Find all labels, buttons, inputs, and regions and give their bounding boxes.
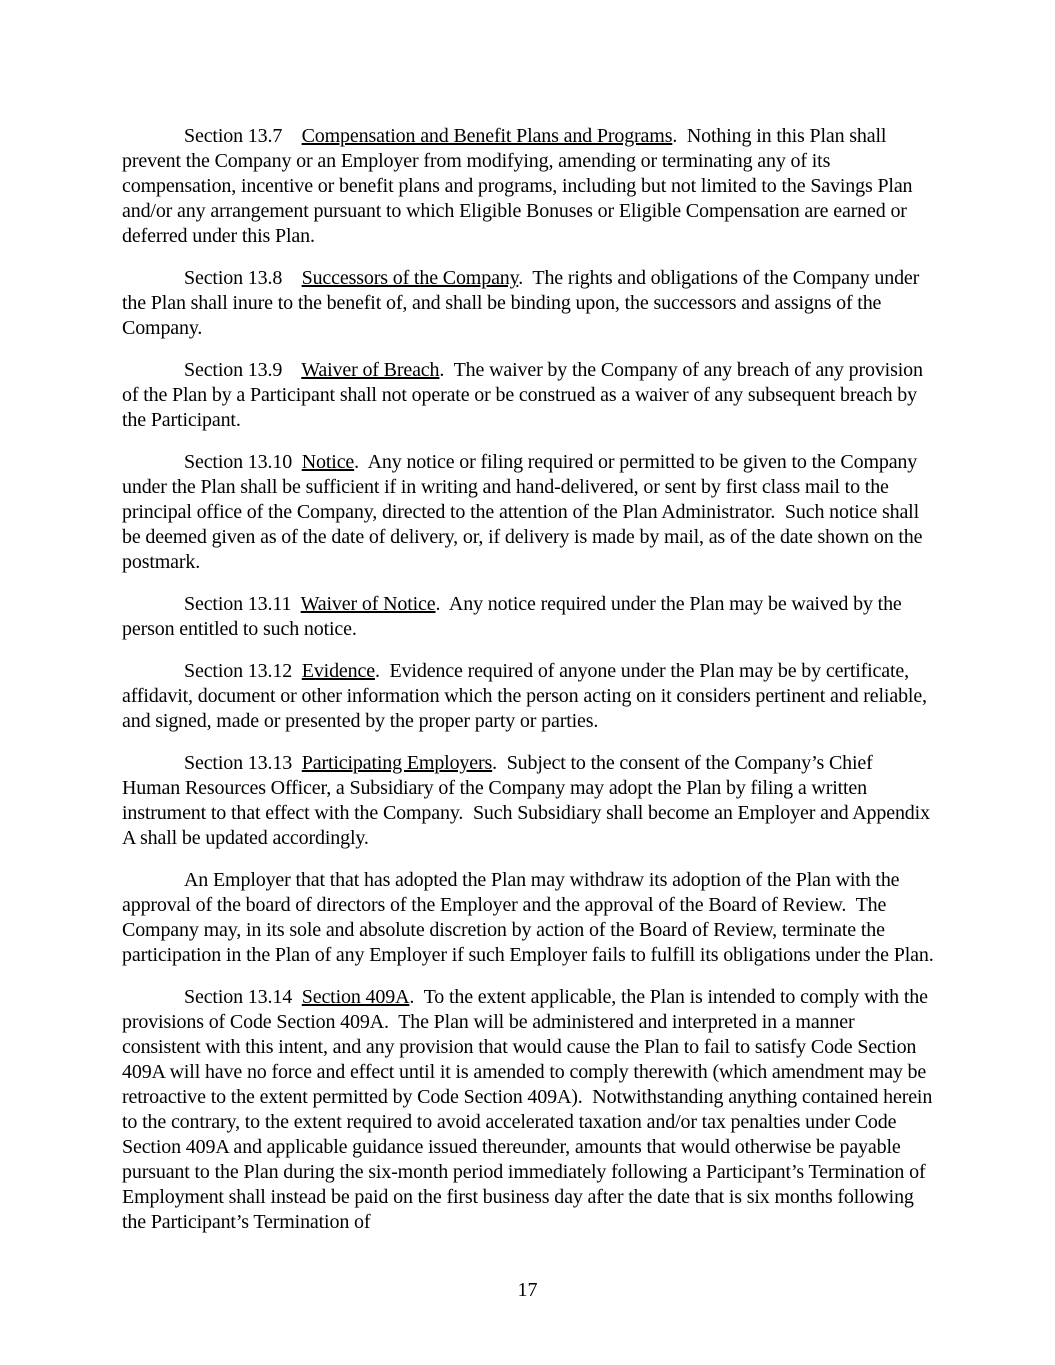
section-label: Section 13.12 — [184, 660, 293, 682]
section-text: . Nothing in this Plan shall prevent the Company or an Employer from modifying, amending or terminating any of its compensation, incentive or benefit plans and programs, including but not limited to the Savings Plan and/or any arrangement pursuant to which Eligible Bonuses or Eligible Compensation are earned or deferred under this Plan. — [122, 125, 918, 247]
paragraph-section-13-7 — [122, 124, 934, 249]
section-title: Evidence — [301, 660, 375, 682]
section-title: Notice — [301, 451, 355, 473]
page-number: 17 — [517, 1279, 538, 1301]
label-gap — [291, 593, 300, 615]
section-text: . Any notice or filing required or permitted to be given to the Company under the Plan shall be sufficient if in writing and hand-delivered, or sent by first class mail to the principal office of the Company, directed to the attention of the Plan Administrator. Such notice shall be deemed given as of the date of delivery, or, if delivery is made by mail, as of the date shown on the postmark. — [122, 451, 928, 573]
section-label: Section 13.11 — [184, 593, 292, 615]
label-gap — [292, 986, 302, 1008]
section-text: . To the extent applicable, the Plan is intended to comply with the provisions of Code Section 409A. The Plan will be administered and interpreted in a manner consistent with this intent, and any provision that would cause the Plan to fail to satisfy Code Section 409A will have no force and effect until it is amended to comply therewith (which amendment may be retroactive to the extent permitted by Code Section 409A). Notwithstanding anything contained herein to the contrary, to the extent required to avoid accelerated taxation and/or tax penalties under Code Section 409A and applicable guidance issued thereunder, amounts that would otherwise be payable pursuant to the Plan during the six-month period immediately following a Participant’s Termination of Employment shall instead be paid on the first business day after the date that is six months following the Participant’s Termination of — [122, 986, 938, 1233]
section-title: Successors of the Company — [301, 267, 519, 289]
section-title: Compensation and Benefit Plans and Programs — [301, 125, 673, 147]
label-gap — [292, 660, 302, 682]
label-gap — [292, 451, 302, 473]
section-label: Section 13.13 — [184, 752, 293, 774]
document-body — [122, 124, 938, 1235]
paragraph-section-13-11 — [122, 592, 934, 642]
label-gap — [282, 359, 301, 381]
label-gap — [292, 752, 302, 774]
section-label: Section 13.8 — [184, 267, 283, 289]
paragraph-section-13-8 — [122, 266, 934, 341]
paragraph-section-13-13 — [122, 751, 934, 851]
section-label: Section 13.9 — [184, 359, 283, 381]
section-text: An Employer that that has adopted the Plan may withdraw its adoption of the Plan with the approval of the board of directors of the Employer and the approval of the Board of Review. The Company may, in its sole and absolute discretion by action of the Board of Review, terminate the participation in the Plan of any Employer if such Employer fails to fulfill its obligations under the Plan. — [122, 869, 934, 966]
section-title: Waiver of Breach — [301, 359, 440, 381]
label-gap — [282, 267, 301, 289]
section-label: Section 13.10 — [184, 451, 293, 473]
section-label: Section 13.14 — [184, 986, 293, 1008]
section-text: . Evidence required of anyone under the Plan may be by certificate, affidavit, document or other information which the person acting on it considers pertinent and reliable, and signed, made or presented by the proper party or parties. — [122, 660, 932, 732]
paragraph-section-13-10 — [122, 450, 934, 575]
paragraph-section-13-9 — [122, 358, 934, 433]
section-title: Participating Employers — [301, 752, 493, 774]
paragraph-section-13-12 — [122, 659, 934, 734]
section-label: Section 13.7 — [184, 125, 283, 147]
paragraph-employer-withdrawal — [122, 868, 934, 968]
paragraph-section-13-14 — [122, 985, 938, 1235]
label-gap — [282, 125, 301, 147]
section-title: Waiver of Notice — [300, 593, 436, 615]
section-title: Section 409A — [301, 986, 410, 1008]
section-text: . Subject to the consent of the Company’s Chief Human Resources Officer, a Subsidiary of the Company may adopt the Plan by filing a written instrument to that effect with the Company. Such Subsidiary shall become an Employer and Appendix A shall be updated accordingly. — [122, 752, 934, 849]
section-text: . The waiver by the Company of any breach of any provision of the Plan by a Participant shall not operate or be construed as a waiver of any subsequent breach by the Participant. — [122, 359, 928, 431]
section-text: . The rights and obligations of the Company under the Plan shall inure to the benefit of, and shall be binding upon, the successors and assigns of the Company. — [122, 267, 925, 339]
section-text: . Any notice required under the Plan may be waived by the person entitled to such notice. — [122, 593, 907, 640]
